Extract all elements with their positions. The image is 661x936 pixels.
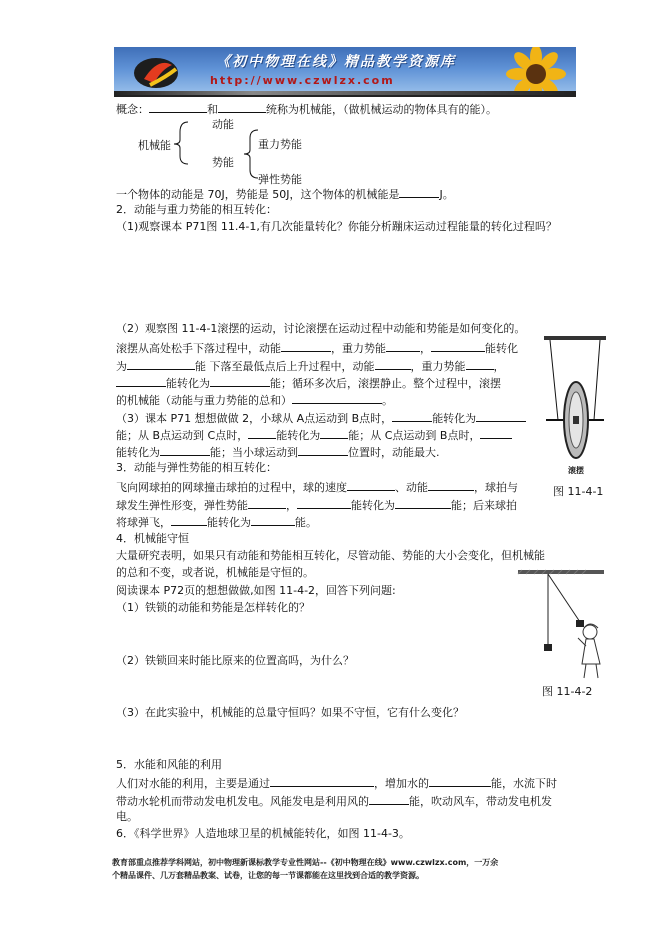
s2-question-1: （1)观察课本 P71图 11.4-1,有几次能量转化？你能分析蹦床运动过程能量的转化过程吗？ [116,220,557,233]
blank [248,427,276,439]
blank [429,775,491,787]
fig2-caption: 图 11-4-2 [542,685,593,698]
text: 能转化 [485,342,518,355]
sunflower-icon [496,47,576,95]
s2-q2-line-4 [116,392,393,408]
s4-line-1: 大量研究表明，如果只有动能和势能相互转化，尽管动能、势能的大小会变化，但机械能 [116,549,545,562]
text: 能转化为 [207,516,251,529]
tree-kinetic: 动能 [212,118,234,131]
section-4-title: 4．机械能守恒 [116,532,189,545]
section-6-title: 6．《科学世界》人造地球卫星的机械能转化，如图 11-4-3。 [116,827,410,840]
fig1-caption: 图 11-4-1 [553,485,604,498]
text: 能转化为 [432,412,477,425]
text: 能；从 C点运动到 B点时， [348,429,481,442]
blank [466,358,494,370]
text: 能；循环多次后，滚摆静止。整个过程中，滚摆 [270,377,501,390]
text: 能 下落至最低点后上升过程中，动能 [195,360,375,373]
s2-q3-line-1 [116,410,526,426]
s4-question-3: （3）在此实验中，机械能的总量守恒吗？如果不守恒，它有什么变化？ [116,706,464,719]
text: 滚摆从高处松手下落过程中，动能 [116,342,281,355]
blank [369,793,409,805]
blank [218,101,266,113]
section-2-title: 2．动能与重力势能的相互转化： [116,203,277,216]
tree-elastic: 弹性势能 [258,173,302,186]
s2-q3-line-3 [116,444,440,460]
s3-line-1 [116,479,518,495]
blank [127,358,195,370]
text: 概念： [116,103,149,116]
text: 、动能 [395,481,428,494]
maxwell-wheel-figure [540,336,610,476]
blank [292,392,382,404]
tree-gravity: 重力势能 [258,138,302,151]
text: 能。 [295,516,317,529]
blank [160,444,210,456]
text: 人们对水能的利用，主要是通过 [116,777,270,790]
header-banner [114,47,576,95]
banner-url: http://www.czwlzx.com [210,74,395,87]
blank [297,497,351,509]
s2-q3-line-2 [116,427,512,443]
blank [320,427,348,439]
text: ，重力势能 [331,342,386,355]
blank [298,444,348,456]
text: 球发生弹性形变，弹性势能 [116,499,248,512]
text: 将球弹飞， [116,516,171,529]
blank [281,340,331,352]
text: J。 [439,188,454,201]
text: 能，吹动风车，带动发电机发 [409,795,552,808]
text: 和 [207,103,218,116]
s4-line-3: 阅读课本 P72页的想想做做,如图 11-4-2，回答下列问题: [116,584,396,597]
text: 能转化为 [351,499,395,512]
s2-q2-line-1 [116,340,518,356]
footer-line-2: 个精品课件、几万套精品教案、试卷，让您的每一节课都能在这里找到合适的教学资源。 [112,871,424,880]
s5-line-3: 电。 [116,810,138,823]
blank [375,358,411,370]
text: ， [420,342,431,355]
blank [270,775,374,787]
blank [248,497,286,509]
blank [399,186,439,198]
s2-q2-line-3 [116,375,501,391]
blank [431,340,485,352]
s4-question-1: （1）铁锁的动能和势能是怎样转化的？ [116,601,310,614]
text: ，重力势能 [410,360,466,373]
blank [251,514,295,526]
blank [476,410,526,422]
text: 一个物体的动能是 70J，势能是 50J，这个物体的机械能是 [116,188,400,201]
example-line [116,186,454,202]
text: 带动水轮机而带动发电机发电。风能发电是利用风的 [116,795,369,808]
text: ，球拍与 [474,481,518,494]
blank [480,427,512,439]
text: 。 [382,394,393,407]
s4-line-2: 的总和不变，或者说，机械能是守恒的。 [116,566,314,579]
blank [210,375,270,387]
text: 能转化为 [166,377,210,390]
tree-root: 机械能 [138,139,171,152]
s3-line-3 [116,514,317,530]
s5-line-2 [116,793,552,809]
text: 能转化为 [276,429,321,442]
text: ， [286,499,297,512]
text: 能；当小球运动到 [210,446,298,459]
section-5-title: 5．水能和风能的利用 [116,758,222,771]
s2-q2-line-2 [116,358,505,374]
header-divider [114,95,576,97]
fig1-label: 滚摆 [568,466,584,475]
section-3-title: 3．动能与弹性势能的相互转化： [116,461,277,474]
footer-line-1: 教育部重点推荐学科网站，初中物理新课标教学专业性网站--《初中物理在线》www.czwlzx.com，一万余 [112,858,499,867]
blank [395,497,451,509]
blank [171,514,207,526]
blank [392,410,432,422]
banner-title: 《初中物理在线》精品教学资源库 [216,54,456,70]
text: 能，水流下时 [491,777,557,790]
blank [149,101,207,113]
blank [386,340,420,352]
text: 能；从 B点运动到 C点时， [116,429,249,442]
tree-potential: 势能 [212,156,234,169]
text: ， [493,360,505,373]
text: 位置时，动能最大. [348,446,440,459]
concept-line [116,101,497,117]
text: 飞向网球拍的网球撞击球拍的过程中，球的速度 [116,481,347,494]
text: （3）课本 P71 想想做做 2，小球从 A点运动到 B点时， [116,412,393,425]
pendulum-figure [514,568,614,682]
text: 能转化为 [116,446,160,459]
text: 统称为机械能，（做机械运动的物体具有的能）。 [266,103,497,116]
text: 为 [116,360,127,373]
s5-line-1 [116,775,557,791]
text: 的机械能（动能与重力势能的总和） [116,394,292,407]
blank [428,479,474,491]
s2-question-2: （2）观察图 11-4-1滚摆的运动，讨论滚摆在运动过程中动能和势能是如何变化的。 [116,322,526,335]
blank [347,479,395,491]
s4-question-2: （2）铁锁回来时能比原来的位置高吗，为什么？ [116,654,354,667]
text: 能；后来球拍 [451,499,517,512]
s3-line-2 [116,497,517,513]
blank [116,375,166,387]
text: ，增加水的 [374,777,429,790]
